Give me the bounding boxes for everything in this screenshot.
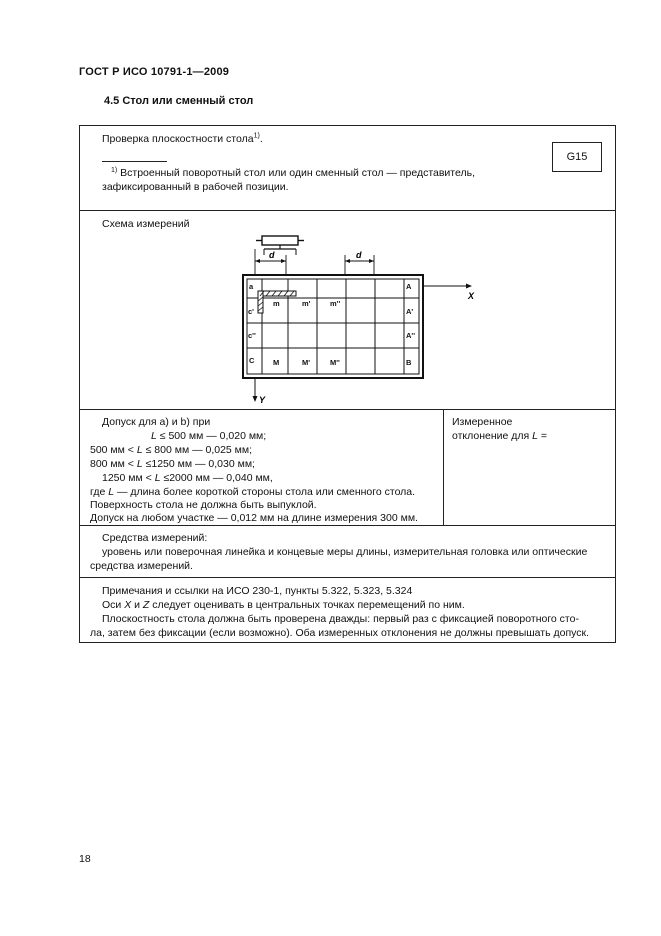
page-number: 18 xyxy=(79,853,91,865)
axis-y-label: Y xyxy=(259,395,266,405)
row-divider xyxy=(80,409,615,410)
x-axis-arrow-icon xyxy=(466,284,472,289)
label-A: A xyxy=(406,282,412,291)
y-axis-arrow-icon xyxy=(253,396,258,402)
footnote-line-2: зафиксированный в рабочей позиции. xyxy=(102,181,289,193)
tolerance-surface: Поверхность стола не должна быть выпуклой. xyxy=(90,499,317,511)
section-title: 4.5 Стол или сменный стол xyxy=(104,95,254,107)
check-code-box xyxy=(552,142,602,172)
footnote-line-1: $^{1)}$ Встроенный поворотный стол или один сменный стол — представитель, xyxy=(111,166,475,179)
tolerance-where: где L — длина более короткой стороны стола или сменного стола. xyxy=(90,486,416,498)
document-code: ГОСТ Р ИСО 10791-1—2009 xyxy=(79,66,230,78)
check-title: Проверка плоскостности стола$^{1)}$. xyxy=(102,132,263,145)
tolerance-intro: Допуск для a) и b) при xyxy=(102,416,211,428)
label-m: m xyxy=(273,299,280,308)
notes-line-3: Плоскостность стола должна быть проверена дважды: первый раз с фиксацией поворотного сто- xyxy=(102,613,579,625)
label-a: a xyxy=(249,282,254,291)
row-divider xyxy=(80,525,615,526)
label-M1: M' xyxy=(302,358,311,367)
check-table xyxy=(79,125,616,643)
notes-line-4: ла, затем без фиксации (если возможно). Оба измеренных отклонения не должны превышать допуск. xyxy=(90,627,590,639)
tolerance-line-3: 800 мм < L ≤1250 мм — 0,030 мм; xyxy=(90,458,255,470)
dim-label-left: d xyxy=(269,250,275,260)
label-M2: M'' xyxy=(330,358,340,367)
dim-label-right: d xyxy=(356,250,362,260)
instruments-title: Средства измерений: xyxy=(102,532,208,544)
instruments-line-2: средства измерений. xyxy=(90,560,193,572)
notes-line-2: Оси X и Z следует оценивать в центральных точках перемещений по ним. xyxy=(102,599,465,611)
label-c2: c'' xyxy=(248,331,256,340)
measurement-diagram xyxy=(240,231,540,409)
level-instrument-icon xyxy=(256,236,304,255)
diagram-title: Схема измерений xyxy=(102,218,190,230)
label-m1: m' xyxy=(302,299,311,308)
row-divider xyxy=(80,577,615,578)
footnote-rule xyxy=(102,161,167,162)
check-code: G15 xyxy=(566,151,588,163)
label-M: M xyxy=(273,358,280,367)
label-B: B xyxy=(406,358,412,367)
tolerance-line-4: 1250 мм < L ≤2000 мм — 0,040 мм, xyxy=(102,472,273,484)
notes-line-1: Примечания и ссылки на ИСО 230-1, пункты 5.322, 5.323, 5.324 xyxy=(102,585,413,597)
label-m2: m'' xyxy=(330,299,341,308)
label-A1: A' xyxy=(406,307,414,316)
axis-x-label: X xyxy=(468,291,475,301)
instruments-line-1: уровень или поверочная линейка и концевые меры длины, измерительная головка или оптические xyxy=(102,546,588,558)
tolerance-line-1: L ≤ 500 мм — 0,020 мм; xyxy=(151,430,267,442)
label-C: C xyxy=(249,356,255,365)
tolerance-local: Допуск на любом участке — 0,012 мм на длине измерения 300 мм. xyxy=(90,512,418,524)
measured-line-2: отклонение для L = xyxy=(452,430,548,442)
row-divider xyxy=(80,210,615,211)
tolerance-line-2: 500 мм < L ≤ 800 мм — 0,025 мм; xyxy=(90,444,253,456)
column-divider xyxy=(443,409,444,525)
label-c1: c' xyxy=(248,307,254,316)
measured-line-1: Измеренное xyxy=(452,416,513,428)
label-A2: A'' xyxy=(406,331,415,340)
